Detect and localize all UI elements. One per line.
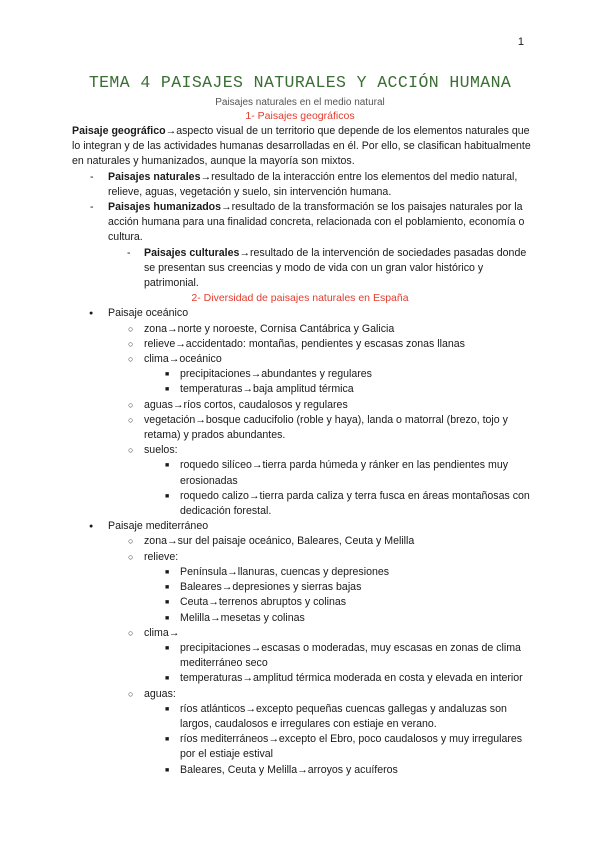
list-item: ■ roquedo calizo→tierra parda caliza y terra fusca en áreas montañosas con dedicación forestal. — [144, 489, 532, 519]
term: Paisajes naturales — [108, 170, 201, 183]
list-item: ■ Baleares→depresiones y sierras bajas — [144, 580, 532, 595]
list-item: ■ precipitaciones→abundantes y regulares — [144, 367, 532, 382]
page-number: 1 — [517, 36, 524, 48]
label: clima→oceánico — [144, 353, 222, 366]
list-item-mediterraneo — [72, 519, 532, 777]
list-item: ■ precipitaciones→escasas o moderadas, muy escasas en zonas de clima mediterráneo seco — [144, 641, 532, 671]
document-body — [72, 124, 532, 778]
term: Paisajes culturales — [144, 246, 240, 259]
list-item: ■ Baleares, Ceuta y Melilla→arroyos y acuíferos — [144, 763, 532, 778]
cultural-list — [72, 246, 532, 292]
definition: →resultado de la transformación se los paisajes naturales por la acción humana para una finalidad concreta, relacionada con el poblamiento, economía o cultura. — [108, 201, 525, 244]
list-item — [108, 550, 532, 626]
list-item — [108, 626, 532, 687]
intro-term: Paisaje geográfico — [72, 125, 166, 137]
label: Paisaje mediterráneo — [108, 520, 209, 533]
list-item — [72, 170, 532, 200]
label: clima→ — [144, 626, 180, 639]
intro-text: →aspecto visual de un territorio que depende de los elementos naturales que lo integran y de las actividades humanas desarrolladas en él. Por ello, se clasifican habitualmente en naturales y humanizados, aunque la mayoría son mixtos. — [72, 125, 531, 168]
list-item — [108, 443, 532, 519]
list-item: ■ ríos mediterráneos→excepto el Ebro, poco caudalosos y muy irregulares por el estiaje estival — [144, 732, 532, 762]
term: Paisajes humanizados — [108, 201, 222, 214]
list-item: ○ relieve→accidentado: montañas, pendientes y escasas zonas llanas — [108, 337, 532, 352]
list-item: ■ ríos atlánticos→excepto pequeñas cuencas gallegas y andaluzas son largos, caudalosos e irregulares con estiaje en verano. — [144, 702, 532, 732]
list-item: ■ Península→llanuras, cuencas y depresiones — [144, 565, 532, 580]
list-item — [72, 200, 532, 246]
list-item: ■ roquedo silíceo→tierra parda húmeda y ránker en las pendientes muy erosionadas — [144, 458, 532, 488]
list-item: ■ Melilla→mesetas y colinas — [144, 611, 532, 626]
label: aguas: — [144, 687, 176, 700]
label: suelos: — [144, 444, 178, 457]
list-item — [108, 352, 532, 398]
section-heading-1: 1- Paisajes geográficos — [245, 110, 355, 122]
list-item: ■ Ceuta→terrenos abruptos y colinas — [144, 595, 532, 610]
definition: →resultado de la interacción entre los elementos del medio natural, relieve, aguas, vegetación y suelo, sin intervención humana. — [108, 170, 518, 198]
page-title: TEMA 4 PAISAJES NATURALES Y ACCIÓN HUMANA — [88, 73, 512, 92]
section-heading-2: 2- Diversidad de paisajes naturales en España — [191, 292, 409, 305]
list-item — [72, 246, 532, 292]
label: relieve: — [144, 550, 179, 563]
list-item: ■ temperaturas→amplitud térmica moderada en costa y elevada en interior — [144, 671, 532, 686]
list-item: ○ zona→norte y noroeste, Cornisa Cantábrica y Galicia — [108, 322, 532, 337]
list-item: ○ aguas→ríos cortos, caudalosos y regulares — [108, 398, 532, 413]
landscape-list — [72, 306, 532, 777]
list-item — [108, 687, 532, 778]
page-subtitle: Paisajes naturales en el medio natural — [215, 97, 385, 108]
list-item: ○ vegetación→bosque caducifolio (roble y haya), landa o matorral (brezo, tojo y retama) y prados abundantes. — [108, 413, 532, 443]
landscape-types-list — [72, 170, 532, 246]
label: Paisaje oceánico — [108, 307, 189, 320]
intro-paragraph — [72, 124, 532, 170]
definition: →resultado de la intervención de sociedades pasadas donde se presentan sus creencias y modo de vida con un gran valor histórico y patrimonial. — [144, 246, 527, 290]
list-item: ○ zona→sur del paisaje oceánico, Baleares, Ceuta y Melilla — [108, 534, 532, 549]
list-item-oceanico — [72, 306, 532, 519]
list-item: ■ temperaturas→baja amplitud térmica — [144, 382, 532, 397]
